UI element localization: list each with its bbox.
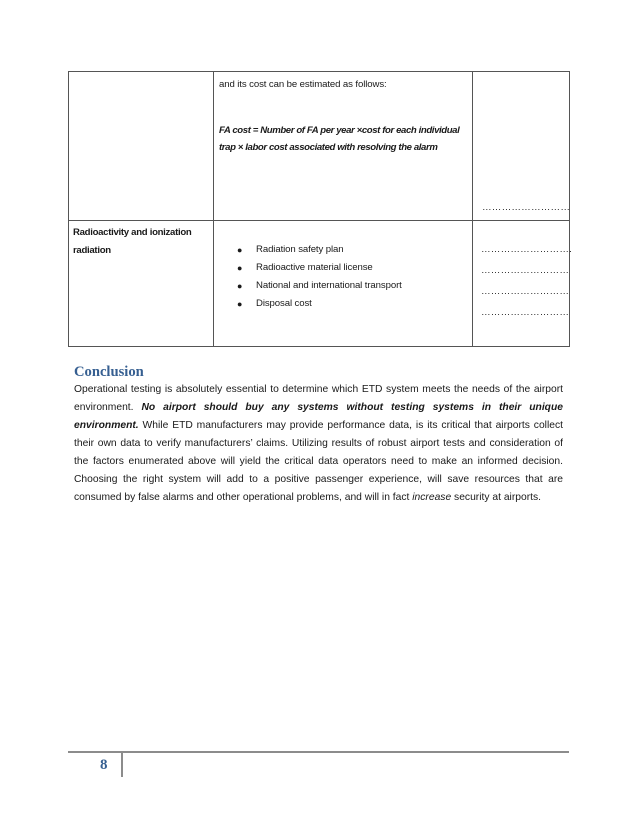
- cost-intro-text: and its cost can be estimated as follows:: [219, 79, 387, 90]
- list-item-text: National and international transport: [256, 280, 402, 291]
- bullet-icon: ●: [237, 263, 243, 273]
- section-heading: Conclusion: [74, 364, 144, 380]
- table-cell-cost: [473, 72, 570, 221]
- cost-items-list: [214, 241, 472, 313]
- cost-placeholder: ……………………….: [481, 244, 573, 255]
- list-item-text: Disposal cost: [256, 298, 312, 309]
- paragraph-text: security at airports.: [451, 492, 542, 503]
- table-cell-cost: [473, 221, 573, 347]
- list-item: [214, 277, 472, 295]
- list-item: [214, 241, 472, 259]
- cost-placeholder: ………………………: [481, 265, 570, 276]
- list-item: [214, 259, 472, 277]
- paragraph-text: While ETD manufacturers may provide performance data, is its critical that airports collect their own data to verify manufacturers’ claims. Utilizing results of robust airport tests and consideration of the factors enumerated above will yield the critical data operators need to make an informed decision. Choosing the right system will add to a positive passenger experience, will save resources that are consumed by false alarms and other operational problems, and will in fact: [74, 420, 563, 503]
- cost-table: [68, 71, 573, 347]
- cost-placeholder: ………………………: [481, 286, 570, 297]
- list-item-text: Radioactive material license: [256, 262, 373, 273]
- emphasis-text: No airport should buy any systems without testing systems in their unique environment.: [74, 402, 563, 431]
- table-cell-description: [214, 221, 473, 347]
- table-cell-category: Radioactivity and ionization radiation: [69, 221, 214, 347]
- table-cell-category: [69, 72, 214, 221]
- footer-rule: [68, 751, 569, 753]
- paragraph-text: Operational testing is absolutely essential to determine which ETD system meets the needs of the airport environment.: [74, 384, 563, 413]
- cost-placeholder: ………………………: [481, 307, 570, 318]
- page-number: 8: [100, 757, 108, 773]
- table-row: [69, 72, 570, 221]
- list-item-text: Radiation safety plan: [256, 244, 344, 255]
- page-number-divider: [121, 753, 123, 777]
- cost-placeholder: ………………………: [482, 202, 571, 213]
- bullet-icon: ●: [237, 299, 243, 309]
- emphasis-text: increase: [412, 492, 452, 503]
- list-item: [214, 295, 472, 313]
- fa-cost-formula: FA cost = Number of FA per year ×cost for each individual trap × labor cost associated with resolving the alarm: [219, 125, 460, 153]
- table-cell-description: [214, 72, 473, 221]
- bullet-icon: ●: [237, 281, 243, 291]
- bullet-icon: ●: [237, 245, 243, 255]
- conclusion-paragraph: [74, 381, 563, 507]
- table-row: [69, 221, 570, 347]
